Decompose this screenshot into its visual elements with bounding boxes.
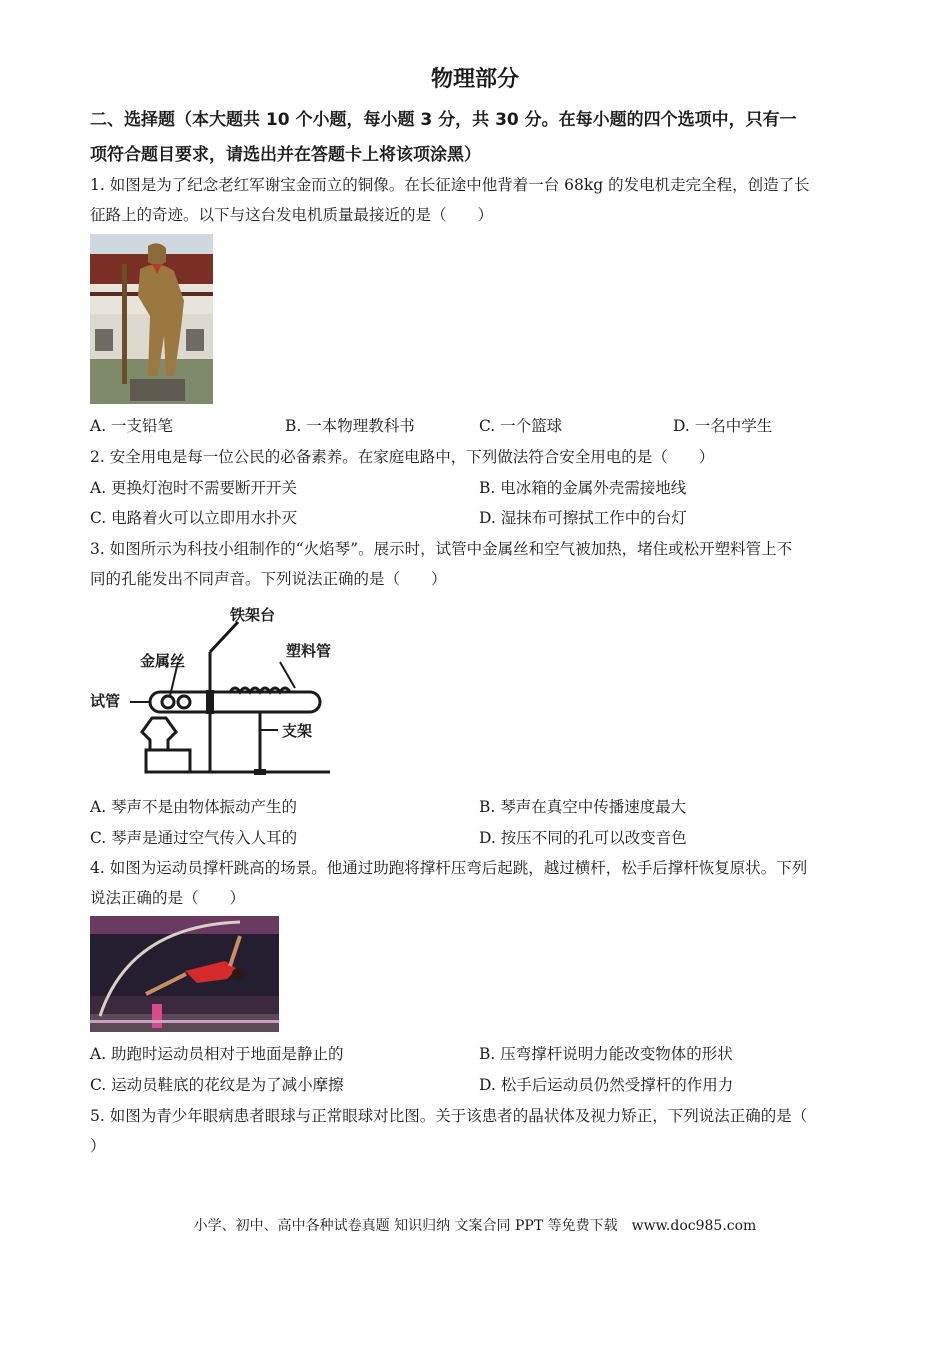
q2-option-d: D. 湿抹布可擦拭工作中的台灯	[479, 509, 687, 527]
q4-option-c: C. 运动员鞋底的花纹是为了减小摩擦	[90, 1076, 344, 1094]
q3-option-d: D. 按压不同的孔可以改变音色	[479, 829, 687, 847]
bronze-statue-photo	[90, 234, 213, 404]
section-heading-line2: 项符合题目要求，请选出并在答题卡上将该项涂黑）	[90, 145, 481, 165]
label-iron-stand: 铁架台	[230, 606, 276, 624]
flame-harp-diagram	[90, 600, 345, 782]
question-3-line2: 同的孔能发出不同声音。下列说法正确的是（ ）	[90, 570, 447, 588]
question-4-line2: 说法正确的是（ ）	[90, 889, 246, 907]
question-3-line1: 3. 如图所示为科技小组制作的“火焰琴”。展示时，试管中金属丝和空气被加热，堵住或松开塑料管上不	[90, 540, 793, 558]
question-2-line1: 2. 安全用电是每一位公民的必备素养。在家庭电路中，下列做法符合安全用电的是（ ）	[90, 448, 715, 466]
q4-option-b: B. 压弯撑杆说明力能改变物体的形状	[479, 1045, 733, 1063]
question-1-line2: 征路上的奇迹。以下与这台发电机质量最接近的是（ ）	[90, 206, 494, 224]
q4-option-a: A. 助跑时运动员相对于地面是静止的	[90, 1045, 344, 1063]
q1-option-a: A. 一支铅笔	[90, 417, 174, 435]
footer-text: 小学、初中、高中各种试卷真题 知识归纳 文案合同 PPT 等免费下载 www.doc985.com	[193, 1218, 757, 1234]
q2-option-a: A. 更换灯泡时不需要断开开关	[90, 479, 298, 497]
q3-option-b: B. 琴声在真空中传播速度最大	[479, 798, 687, 816]
label-support: 支架	[282, 722, 313, 740]
section-heading-line1: 二、选择题（本大题共 10 个小题，每小题 3 分，共 30 分。在每小题的四个选项中，只有一	[90, 110, 797, 130]
pole-vault-photo	[90, 916, 279, 1032]
label-metal-wire: 金属丝	[140, 652, 186, 670]
question-5-line2: ）	[90, 1137, 106, 1155]
label-test-tube: 试管	[90, 692, 121, 710]
q1-option-c: C. 一个篮球	[479, 417, 563, 435]
q2-option-b: B. 电冰箱的金属外壳需接地线	[479, 479, 687, 497]
question-4-line1: 4. 如图为运动员撑杆跳高的场景。他通过助跑将撑杆压弯后起跳，越过横杆，松手后撑杆恢复原状。下列	[90, 859, 808, 877]
page-title: 物理部分	[430, 67, 519, 92]
q2-option-c: C. 电路着火可以立即用水扑灭	[90, 509, 298, 527]
q4-option-d: D. 松手后运动员仍然受撑杆的作用力	[479, 1076, 734, 1094]
q1-option-b: B. 一本物理教科书	[285, 417, 415, 435]
q3-option-a: A. 琴声不是由物体振动产生的	[90, 798, 298, 816]
q1-option-d: D. 一名中学生	[673, 417, 773, 435]
label-plastic-pipe: 塑料管	[286, 642, 332, 660]
q3-option-c: C. 琴声是通过空气传入人耳的	[90, 829, 298, 847]
question-1-line1: 1. 如图是为了纪念老红军谢宝金而立的铜像。在长征途中他背着一台 68kg 的发电机走完全程，创造了长	[90, 176, 810, 194]
question-5-line1: 5. 如图为青少年眼病患者眼球与正常眼球对比图。关于该患者的晶状体及视力矫正，下列说法正确的是（	[90, 1107, 808, 1125]
